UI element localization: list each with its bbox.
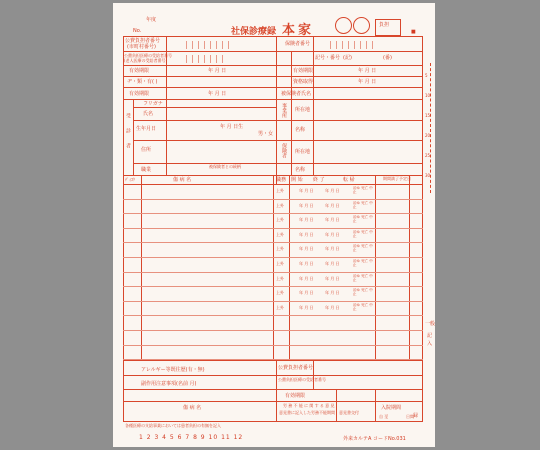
row-end-date[interactable]: 年 月 日 [325,261,340,266]
right-margin-mark-3: 入 [427,341,433,347]
insurer-vertical-label: 保険者 [281,143,287,158]
label-divider [313,36,314,175]
col-divider [141,175,142,360]
footer-numbers: 1 2 3 4 5 6 7 8 9 10 11 12 [139,434,244,441]
side-scale-number: 20 [425,133,431,138]
col-divider [289,175,290,360]
label-divider [133,99,134,175]
row-line [276,163,423,164]
col-result: 転 帰 [343,177,355,183]
label-divider [291,51,292,175]
birth-label: 生年月日 [136,126,157,132]
valid2-date[interactable]: 年 月 日 [208,91,227,97]
seal-circle-2 [353,17,370,34]
row-result[interactable]: 治ゆ 死亡 中止 [353,273,373,282]
table-row-line [123,330,423,331]
table-row-line [123,242,423,243]
row-prefix: 上外 [276,304,284,310]
table-row-line [123,199,423,200]
row-end-date[interactable]: 年 月 日 [325,275,340,281]
valid-date-right[interactable]: 年 月 日 [358,68,377,74]
side-scale-number: 10 [425,93,431,98]
col-disease-name: 傷 病 名 [173,177,192,183]
row-prefix: 上外 [276,246,284,252]
birth-value[interactable]: 年 月 日生 [220,124,244,130]
row-line [123,76,276,77]
row-end-date[interactable]: 年 月 日 [325,188,340,193]
opinion-sub-label: 意見書に記入した労務不能期間 [279,410,335,415]
row-result[interactable]: 治ゆ 死亡 中止 [353,302,373,311]
row-result[interactable]: 治ゆ 死亡 中止 [353,229,373,238]
employer-name-label: 名称 [295,127,306,133]
row-line [123,389,423,390]
no-mark: No. [133,28,142,34]
side-scale-line [430,63,431,193]
row-start-date[interactable]: 年 月 日 [299,290,314,296]
col-divider [336,389,337,422]
row-start-date[interactable]: 年 月 日 [299,246,314,252]
row-prefix: 上外 [276,231,284,237]
employer-vertical-label: 事業所 [281,103,287,118]
card-suffix-a: (記) [343,55,352,61]
card-suffix-b: (番) [383,55,392,61]
insurer-address-label: 所在地 [295,149,311,155]
header-mark: ■ [411,29,416,35]
valid2-label: 有効期限 [129,91,150,97]
row-start-date[interactable]: 年 月 日 [299,275,314,281]
row-line [123,51,276,52]
row-line [133,107,276,108]
insured-card-label: 記号・番号 [315,55,341,61]
side-scale-number: 5 [425,73,428,78]
insurer-number-label: 保険者番号 [285,41,311,47]
row-start-date[interactable]: 年 月 日 [299,202,314,208]
table-row-line [123,257,423,258]
side-scale-number: 15 [425,113,431,118]
burden-box [375,19,401,36]
row-result[interactable]: 治ゆ 死亡 中止 [353,215,373,224]
row-start-date[interactable]: 年 月 日 [299,217,314,223]
row-line [276,120,423,121]
row-start-date[interactable]: 年 月 日 [299,304,314,310]
insured-name-label: 被保険者氏名 [281,91,312,97]
recipient-number-cells[interactable] [181,55,223,63]
right-margin-mark-1: 一般 [425,321,436,327]
center-divider [276,36,277,184]
row-result[interactable]: 治ゆ 死亡 中止 [353,186,373,194]
row-end-date[interactable]: 年 月 日 [325,246,340,252]
label-divider [166,99,167,175]
medical-record-form [113,3,435,447]
payer-number-cells[interactable] [181,41,229,49]
col-job: 職務 [276,177,287,183]
days-label: 日間 [406,414,414,419]
col-divider [409,175,410,360]
row-result[interactable]: 治ゆ 死亡 中止 [353,288,373,297]
row-line [276,65,423,66]
address-label: 住所 [141,147,152,153]
footer-code: 外来カルテA コードNo.031 [343,436,406,442]
from-to-label: 自 至 [379,414,389,419]
row-line [276,51,423,52]
label-divider [166,36,167,99]
col-divider [375,175,376,360]
table-row-line [123,345,423,346]
row-end-date[interactable]: 年 月 日 [325,290,340,296]
side-scale-number: 30 [425,173,431,178]
patient-vertical-label: 受診者 [125,113,131,158]
admission-label: 入院期間 [381,405,402,411]
row-line [276,140,423,141]
col-divider [273,175,274,360]
relation-label: 被保険者との続柄 [209,164,241,169]
row-line [276,99,423,100]
name-label: 氏名 [143,111,154,117]
qualify-label: 資格取得 [293,79,314,85]
table-row-line [123,315,423,316]
row-start-date[interactable]: 年 月 日 [299,188,314,193]
furigana-label: フリガナ [143,101,163,107]
burden-label: 負担 [379,22,390,28]
bottom-valid-label: 有効期限 [285,393,306,399]
row-result[interactable]: 治ゆ 死亡 中止 [353,259,373,267]
row-line [123,360,423,361]
right-margin-mark-2: 記 [427,333,433,339]
form-title-prefix: 社保診療録 [231,27,277,37]
row-prefix: 上外 [276,290,284,296]
bottom-disease-label: 傷 病 名 [183,405,202,411]
row-line [276,87,423,88]
row-prefix: 上外 [276,275,284,281]
row-result[interactable]: 治ゆ 死亡 中止 [353,200,373,209]
row-line [133,120,276,121]
col-divider [375,389,376,422]
row-line [123,99,276,100]
row-prefix: 上外 [276,261,284,266]
reaction-label: 副作用注意事項(名前 月) [141,381,197,387]
table-row-line [123,272,423,273]
employer-address-label: 所在地 [295,107,311,113]
col-end: 終 了 [313,177,325,183]
row-start-date[interactable]: 年 月 日 [299,231,314,237]
row-line [276,76,423,77]
dept-label: ヂ・類・有( ) [127,79,158,85]
occupation-label: 職業 [141,167,152,173]
col-until: 期間満了予定日 [383,176,411,181]
row-line [123,65,276,66]
row-end-date[interactable]: 年 月 日 [325,304,340,310]
valid-label: 有効期限 [129,68,150,74]
note-label: 各種医療の支給事業においては患者負担の有無を記入 [125,423,221,428]
col-divider [313,360,314,389]
fiscal-year-label: 年度 [146,17,157,23]
table-row-line [123,213,423,214]
side-scale-number: 25 [425,153,431,158]
col-start: 開 始 [291,177,303,183]
row-line [133,140,276,141]
row-prefix: 上外 [276,188,284,193]
row-end-date[interactable]: 年 月 日 [325,202,340,208]
opinion-date-label: 意見書交付 [339,410,359,415]
sex-option[interactable]: 男・女 [258,131,274,137]
col-index: ﾃﾞｨｽｸ [125,177,135,182]
qualify-date[interactable]: 年 月 日 [358,79,377,85]
insurer-name-label: 名称 [295,167,306,173]
row-end-date[interactable]: 年 月 日 [325,231,340,237]
right-margin-mark-4: 録 [413,413,419,419]
public-payer-label: 公費負担者番号 [278,365,314,371]
payer-label-2: (市町村番号) [127,44,156,50]
allergy-label: アレルギー等既往歴(有・無) [141,367,205,373]
row-line [123,87,276,88]
seal-circle-1 [335,17,352,34]
public-recipient-label: 公費負担医療の受給者番号 [278,377,326,382]
payer-label-1: 公費負担者番号 [125,38,161,44]
row-line [133,163,276,164]
row-line [123,375,423,376]
row-start-date[interactable]: 年 月 日 [299,261,314,266]
row-line [123,401,423,402]
row-prefix: 上外 [276,202,284,208]
insurer-number-cells[interactable] [325,41,373,49]
table-row-line [123,228,423,229]
row-result[interactable]: 治ゆ 死亡 中止 [353,244,373,253]
table-row-line [123,286,423,287]
row-prefix: 上外 [276,217,284,223]
labor-label: 労 務 不 能 に 関 す る 意 見 [283,403,335,408]
valid-date[interactable]: 年 月 日 [208,68,227,74]
form-title-main: 本家 [282,23,315,38]
recipient-label-2: (老人医療の受給者番号) [124,58,168,63]
recipient-label-1: 公費負担医療の受給者番号 [124,53,172,58]
valid-label-right: 有効期限 [293,68,314,74]
table-row-line [123,301,423,302]
row-end-date[interactable]: 年 月 日 [325,217,340,223]
col-divider [276,360,277,422]
